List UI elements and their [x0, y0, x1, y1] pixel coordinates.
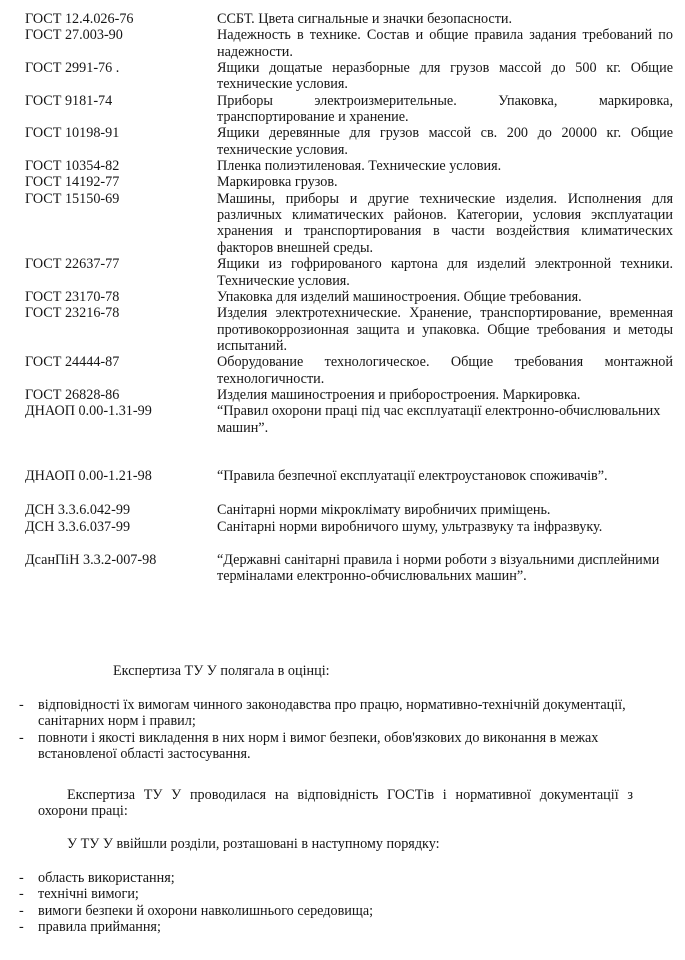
standards-table — [25, 11, 673, 585]
standard-desc: ССБТ. Цвета сигнальные и значки безопасности. — [217, 11, 513, 27]
standard-desc: Ящики дощатые неразборные для грузов массой до 500 кг. Общие технические условия. — [217, 60, 673, 93]
compliance-text: Експертиза ТУ У проводилася на відповідність ГОСТів і нормативної документації з охорони праці: — [38, 787, 633, 820]
standard-code: ГОСТ 22637-77 — [25, 256, 120, 273]
standard-row — [25, 256, 673, 289]
standard-desc: “Правила безпечної експлуатації електроустановок споживачів”. — [217, 467, 608, 484]
standard-row — [25, 191, 673, 256]
standard-code: ГОСТ 12.4.026-76 — [25, 11, 134, 27]
standard-row — [25, 519, 673, 535]
bullet-dash: - — [19, 919, 24, 936]
list-item — [0, 886, 660, 902]
list-item-text: відповідності їх вимогам чинного законодавства про працю, нормативно-технічній документації, санітарних норм і правил; — [38, 697, 626, 730]
standard-code: ГОСТ 27.003-90 — [25, 27, 123, 44]
standard-code: ДНАОП 0.00-1.21-98 — [25, 467, 152, 484]
standard-row — [25, 27, 673, 60]
sections-list — [0, 870, 660, 935]
standard-desc: Изделия машиностроения и приборостроения. Маркировка. — [217, 386, 581, 403]
list-item — [0, 697, 660, 730]
standard-code: ДсанПіН 3.3.2-007-98 — [25, 551, 157, 568]
bullet-dash: - — [19, 697, 24, 713]
list-item-text: повноти і якості викладення в них норм і вимог безпеки, обов'язкових до виконання в межах встановленої області застосування. — [38, 729, 599, 763]
standard-row — [25, 158, 673, 174]
standard-desc: Надежность в технике. Состав и общие правила задания требований по надежности. — [217, 27, 673, 60]
standard-desc: Санітарні норми виробничого шуму, ультразвуку та інфразвуку. — [217, 518, 603, 535]
standard-desc: Пленка полиэтиленовая. Технические условия. — [217, 158, 502, 175]
list-item-text: область використання; — [38, 870, 175, 886]
standard-row — [25, 468, 673, 484]
standard-desc: Ящики деревянные для грузов массой св. 200 до 20000 кг. Общие технические условия. — [217, 125, 673, 158]
standard-code: ГОСТ 23216-78 — [25, 305, 120, 322]
standard-code: ГОСТ 10198-91 — [25, 125, 120, 142]
standard-code: ГОСТ 24444-87 — [25, 354, 120, 371]
standard-row — [25, 552, 673, 585]
list-item-text: технічні вимоги; — [38, 886, 139, 903]
standard-desc: Ящики из гофрированого картона для изделий электронной техники. Технические условия. — [217, 256, 673, 289]
standard-desc: Изделия электротехнические. Хранение, транспортирование, временная противокоррозионная защита и упаковка. Общие требования и методы испытаний. — [217, 305, 673, 354]
standard-row — [25, 11, 673, 27]
standard-code: ГОСТ 9181-74 — [25, 92, 113, 109]
list-item-text: вимоги безпеки й охорони навколишнього середовища; — [38, 902, 374, 919]
standard-row — [25, 60, 673, 93]
standard-row — [25, 305, 673, 354]
bullet-dash: - — [19, 902, 24, 919]
standard-row — [25, 387, 673, 403]
standard-row — [25, 403, 673, 436]
standard-row — [25, 502, 673, 518]
standard-row — [25, 354, 673, 387]
bullet-dash: - — [19, 870, 24, 886]
bullet-dash: - — [19, 729, 24, 746]
standard-row — [25, 174, 673, 190]
list-item — [0, 870, 660, 886]
standard-code: ГОСТ 15150-69 — [25, 190, 120, 207]
standard-desc: “Державні санітарні правила і норми роботи з візуальними дисплейними терміналами електронно-обчислювальних машин”. — [217, 551, 660, 585]
standard-desc: Приборы электроизмерительные. Упаковка, маркировка, транспортирование и хранение. — [217, 92, 673, 126]
standard-code: ДНАОП 0.00-1.31-99 — [25, 403, 152, 420]
standard-code: ГОСТ 14192-77 — [25, 174, 120, 191]
standard-desc: Упаковка для изделий машиностроения. Общие требования. — [217, 288, 582, 305]
standard-desc: Санітарні норми мікроклімату виробничих приміщень. — [217, 502, 551, 519]
list-item-text: правила приймання; — [38, 919, 161, 936]
standard-desc: Маркировка грузов. — [217, 174, 338, 191]
standard-code: ДСН 3.3.6.037-99 — [25, 518, 131, 535]
bullet-dash: - — [19, 886, 24, 903]
standard-code: ГОСТ 10354-82 — [25, 158, 120, 175]
standard-code: ГОСТ 26828-86 — [25, 386, 120, 403]
standard-desc: Оборудование технологическое. Общие требования монтажной технологичности. — [217, 354, 673, 387]
standard-desc: Машины, приборы и другие технические изделия. Исполнения для различных климатических районов. Категории, условия эксплуатации хранения и транспортирования в части воздействия климатических факторов внешней среды. — [217, 190, 673, 256]
standard-row — [25, 93, 673, 126]
sections-heading: У ТУ У ввійшли розділи, розташовані в наступному порядку: — [67, 836, 440, 852]
list-item — [0, 730, 660, 763]
expertise-heading: Експертиза ТУ У полягала в оцінці: — [113, 663, 330, 679]
expertise-list — [0, 697, 660, 762]
standard-row — [25, 289, 673, 305]
standard-row — [25, 125, 673, 158]
compliance-paragraph — [38, 787, 633, 820]
standard-desc: “Правил охорони праці під час експлуатації електронно-обчислювальних машин”. — [217, 403, 661, 436]
standard-code: ГОСТ 23170-78 — [25, 288, 120, 305]
list-item — [0, 903, 660, 919]
list-item — [0, 919, 660, 935]
standard-code: ГОСТ 2991-76 . — [25, 60, 120, 77]
standard-code: ДСН 3.3.6.042-99 — [25, 502, 131, 519]
